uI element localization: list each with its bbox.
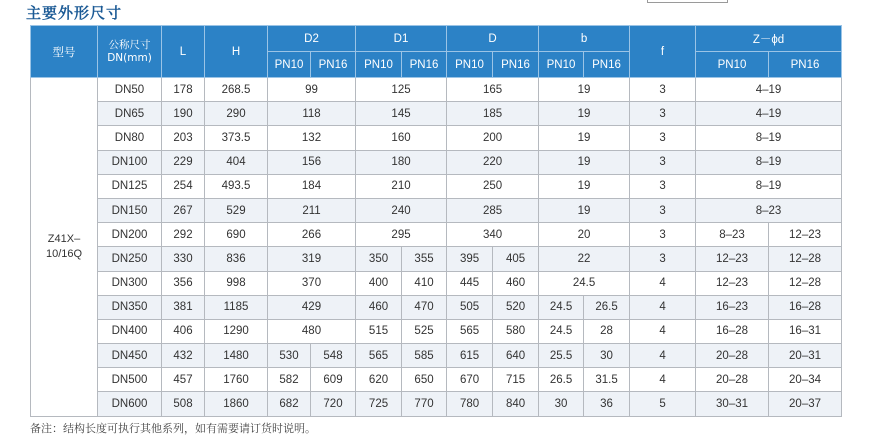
cell-dn: DN65 bbox=[98, 102, 162, 126]
table-row bbox=[31, 223, 842, 247]
header-bolt-holes-pn16: PN16 bbox=[769, 52, 842, 78]
cell-dn: DN250 bbox=[98, 247, 162, 271]
table-row bbox=[31, 392, 842, 416]
cell-d: 250 bbox=[447, 174, 539, 198]
cell-d1: 125 bbox=[356, 78, 447, 102]
header-d2-pn10: PN10 bbox=[268, 52, 311, 78]
cell-b: 22 bbox=[539, 247, 630, 271]
cell-l: 292 bbox=[162, 223, 205, 247]
cell-d1-pn16: 650 bbox=[402, 368, 447, 392]
cell-bolt-holes: 8–19 bbox=[696, 126, 842, 150]
cell-b-pn10: 25.5 bbox=[539, 344, 584, 368]
cell-f: 3 bbox=[630, 223, 696, 247]
cell-d-pn10: 565 bbox=[447, 319, 493, 343]
header-l: L bbox=[162, 26, 205, 78]
cell-d2: 480 bbox=[268, 319, 356, 343]
cell-d1-pn16: 585 bbox=[402, 344, 447, 368]
cell-bolt-holes: 8–23 bbox=[696, 198, 842, 222]
cell-d1-pn10: 565 bbox=[356, 344, 402, 368]
cell-f: 3 bbox=[630, 102, 696, 126]
cell-d1-pn10: 400 bbox=[356, 271, 402, 295]
cell-d1-pn16: 470 bbox=[402, 295, 447, 319]
cell-d1: 210 bbox=[356, 174, 447, 198]
header-nominal-size bbox=[98, 26, 162, 78]
table-row bbox=[31, 126, 842, 150]
cell-d-pn10: 395 bbox=[447, 247, 493, 271]
cell-d-pn16: 405 bbox=[493, 247, 539, 271]
cell-d1-pn10: 515 bbox=[356, 319, 402, 343]
model-line2: 10/16Q bbox=[45, 247, 83, 260]
header-f: f bbox=[630, 26, 696, 78]
cell-bolt-holes-pn10: 16–28 bbox=[696, 319, 769, 343]
header-nominal-size-line1: 公称尺寸 bbox=[108, 38, 151, 51]
cell-d-pn10: 670 bbox=[447, 368, 493, 392]
cell-dn: DN300 bbox=[98, 271, 162, 295]
cell-f: 4 bbox=[630, 271, 696, 295]
header-d2-pn16: PN16 bbox=[311, 52, 356, 78]
cell-d: 285 bbox=[447, 198, 539, 222]
cell-b-pn16: 26.5 bbox=[584, 295, 630, 319]
cell-d2: 319 bbox=[268, 247, 356, 271]
cell-f: 4 bbox=[630, 368, 696, 392]
cell-d2: 156 bbox=[268, 150, 356, 174]
cell-f: 4 bbox=[630, 295, 696, 319]
cell-b-pn16: 31.5 bbox=[584, 368, 630, 392]
cell-h: 373.5 bbox=[205, 126, 268, 150]
cell-d1-pn16: 410 bbox=[402, 271, 447, 295]
cell-d2-pn10: 582 bbox=[268, 368, 311, 392]
cell-d2: 266 bbox=[268, 223, 356, 247]
cell-bolt-holes-pn10: 12–23 bbox=[696, 271, 769, 295]
cell-b: 19 bbox=[539, 126, 630, 150]
header-d-pn10: PN10 bbox=[447, 52, 493, 78]
header-b: b bbox=[539, 26, 630, 52]
cell-bolt-holes-pn16: 20–34 bbox=[769, 368, 842, 392]
cell-dn: DN400 bbox=[98, 319, 162, 343]
header-bolt-holes: Z－ϕd bbox=[696, 26, 842, 52]
cell-l: 381 bbox=[162, 295, 205, 319]
model-cell bbox=[31, 78, 98, 417]
cell-bolt-holes: 8–19 bbox=[696, 150, 842, 174]
cell-b: 24.5 bbox=[539, 271, 630, 295]
dimensions-table bbox=[30, 25, 842, 417]
page-title: 主要外形尺寸 bbox=[26, 4, 123, 22]
header-d-pn16: PN16 bbox=[493, 52, 539, 78]
cell-d2-pn10: 530 bbox=[268, 344, 311, 368]
cell-bolt-holes-pn16: 20–31 bbox=[769, 344, 842, 368]
cell-d2: 99 bbox=[268, 78, 356, 102]
cell-d-pn10: 445 bbox=[447, 271, 493, 295]
cell-l: 190 bbox=[162, 102, 205, 126]
cell-d-pn16: 580 bbox=[493, 319, 539, 343]
cell-dn: DN50 bbox=[98, 78, 162, 102]
cell-l: 508 bbox=[162, 392, 205, 416]
table-row bbox=[31, 78, 842, 102]
cell-d-pn16: 640 bbox=[493, 344, 539, 368]
cell-d-pn16: 460 bbox=[493, 271, 539, 295]
cell-d1: 180 bbox=[356, 150, 447, 174]
cell-f: 3 bbox=[630, 198, 696, 222]
cell-b-pn10: 24.5 bbox=[539, 295, 584, 319]
cell-b: 20 bbox=[539, 223, 630, 247]
cell-bolt-holes: 4–19 bbox=[696, 78, 842, 102]
cell-h: 690 bbox=[205, 223, 268, 247]
cell-f: 4 bbox=[630, 344, 696, 368]
cell-bolt-holes-pn10: 30–31 bbox=[696, 392, 769, 416]
cell-b: 19 bbox=[539, 174, 630, 198]
cell-d2-pn16: 609 bbox=[311, 368, 356, 392]
cell-b-pn16: 36 bbox=[584, 392, 630, 416]
corner-bracket bbox=[647, 0, 728, 3]
cell-dn: DN100 bbox=[98, 150, 162, 174]
cell-b-pn10: 30 bbox=[539, 392, 584, 416]
cell-dn: DN600 bbox=[98, 392, 162, 416]
cell-d2: 370 bbox=[268, 271, 356, 295]
cell-b: 19 bbox=[539, 78, 630, 102]
cell-h: 1480 bbox=[205, 344, 268, 368]
cell-d-pn16: 715 bbox=[493, 368, 539, 392]
cell-d1-pn16: 525 bbox=[402, 319, 447, 343]
header-d2: D2 bbox=[268, 26, 356, 52]
cell-d: 200 bbox=[447, 126, 539, 150]
header-bolt-holes-pn10: PN10 bbox=[696, 52, 769, 78]
cell-f: 3 bbox=[630, 247, 696, 271]
cell-d2: 118 bbox=[268, 102, 356, 126]
cell-d-pn10: 615 bbox=[447, 344, 493, 368]
table-row bbox=[31, 344, 842, 368]
cell-dn: DN350 bbox=[98, 295, 162, 319]
cell-d1: 240 bbox=[356, 198, 447, 222]
cell-d: 165 bbox=[447, 78, 539, 102]
cell-d2-pn16: 548 bbox=[311, 344, 356, 368]
cell-l: 457 bbox=[162, 368, 205, 392]
table-row bbox=[31, 271, 842, 295]
cell-l: 267 bbox=[162, 198, 205, 222]
cell-d2-pn10: 682 bbox=[268, 392, 311, 416]
cell-f: 3 bbox=[630, 150, 696, 174]
cell-h: 1290 bbox=[205, 319, 268, 343]
cell-d-pn16: 520 bbox=[493, 295, 539, 319]
header-nominal-size-line2: DN(mm) bbox=[107, 51, 152, 64]
cell-b: 19 bbox=[539, 150, 630, 174]
cell-b-pn10: 24.5 bbox=[539, 319, 584, 343]
cell-bolt-holes-pn10: 16–23 bbox=[696, 295, 769, 319]
cell-h: 998 bbox=[205, 271, 268, 295]
cell-d1-pn16: 770 bbox=[402, 392, 447, 416]
cell-bolt-holes-pn10: 20–28 bbox=[696, 368, 769, 392]
table-row bbox=[31, 295, 842, 319]
cell-bolt-holes-pn16: 20–37 bbox=[769, 392, 842, 416]
cell-dn: DN80 bbox=[98, 126, 162, 150]
header-h: H bbox=[205, 26, 268, 78]
table-row bbox=[31, 198, 842, 222]
cell-d2-pn16: 720 bbox=[311, 392, 356, 416]
header-d: D bbox=[447, 26, 539, 52]
cell-l: 356 bbox=[162, 271, 205, 295]
table-row bbox=[31, 368, 842, 392]
header-b-pn10: PN10 bbox=[539, 52, 584, 78]
cell-d1-pn10: 350 bbox=[356, 247, 402, 271]
header-b-pn16: PN16 bbox=[584, 52, 630, 78]
cell-dn: DN125 bbox=[98, 174, 162, 198]
cell-bolt-holes-pn16: 16–28 bbox=[769, 295, 842, 319]
cell-l: 254 bbox=[162, 174, 205, 198]
cell-l: 330 bbox=[162, 247, 205, 271]
cell-f: 3 bbox=[630, 126, 696, 150]
cell-bolt-holes-pn10: 20–28 bbox=[696, 344, 769, 368]
cell-l: 203 bbox=[162, 126, 205, 150]
cell-d1-pn10: 460 bbox=[356, 295, 402, 319]
cell-l: 432 bbox=[162, 344, 205, 368]
cell-dn: DN150 bbox=[98, 198, 162, 222]
cell-d2: 132 bbox=[268, 126, 356, 150]
table-row bbox=[31, 102, 842, 126]
cell-d1-pn16: 355 bbox=[402, 247, 447, 271]
table-row bbox=[31, 319, 842, 343]
model-line1: Z41X– bbox=[47, 232, 81, 245]
cell-dn: DN200 bbox=[98, 223, 162, 247]
table-row bbox=[31, 150, 842, 174]
cell-h: 404 bbox=[205, 150, 268, 174]
table-header bbox=[31, 26, 842, 78]
header-d1: D1 bbox=[356, 26, 447, 52]
cell-f: 3 bbox=[630, 78, 696, 102]
cell-bolt-holes: 4–19 bbox=[696, 102, 842, 126]
cell-b-pn10: 26.5 bbox=[539, 368, 584, 392]
cell-dn: DN500 bbox=[98, 368, 162, 392]
cell-h: 1185 bbox=[205, 295, 268, 319]
cell-bolt-holes-pn10: 8–23 bbox=[696, 223, 769, 247]
cell-h: 1860 bbox=[205, 392, 268, 416]
cell-bolt-holes-pn16: 12–23 bbox=[769, 223, 842, 247]
cell-b: 19 bbox=[539, 198, 630, 222]
cell-b: 19 bbox=[539, 102, 630, 126]
cell-bolt-holes-pn16: 16–31 bbox=[769, 319, 842, 343]
cell-b-pn16: 30 bbox=[584, 344, 630, 368]
header-d1-pn16: PN16 bbox=[402, 52, 447, 78]
header-d1-pn10: PN10 bbox=[356, 52, 402, 78]
table-row bbox=[31, 174, 842, 198]
cell-d2: 429 bbox=[268, 295, 356, 319]
cell-bolt-holes: 8–19 bbox=[696, 174, 842, 198]
cell-h: 290 bbox=[205, 102, 268, 126]
cell-d2: 184 bbox=[268, 174, 356, 198]
cell-dn: DN450 bbox=[98, 344, 162, 368]
cell-d1-pn10: 725 bbox=[356, 392, 402, 416]
cell-h: 493.5 bbox=[205, 174, 268, 198]
cell-d-pn16: 840 bbox=[493, 392, 539, 416]
table-row bbox=[31, 247, 842, 271]
cell-d-pn10: 505 bbox=[447, 295, 493, 319]
cell-f: 4 bbox=[630, 319, 696, 343]
cell-d: 220 bbox=[447, 150, 539, 174]
cell-d1: 295 bbox=[356, 223, 447, 247]
cell-d: 185 bbox=[447, 102, 539, 126]
cell-d-pn10: 780 bbox=[447, 392, 493, 416]
cell-d1: 160 bbox=[356, 126, 447, 150]
cell-l: 178 bbox=[162, 78, 205, 102]
table-body bbox=[31, 78, 842, 417]
cell-bolt-holes-pn16: 12–28 bbox=[769, 247, 842, 271]
cell-h: 268.5 bbox=[205, 78, 268, 102]
cell-d1: 145 bbox=[356, 102, 447, 126]
cell-b-pn16: 28 bbox=[584, 319, 630, 343]
cell-bolt-holes-pn16: 12–28 bbox=[769, 271, 842, 295]
cell-h: 836 bbox=[205, 247, 268, 271]
cell-d1-pn10: 620 bbox=[356, 368, 402, 392]
header-model: 型号 bbox=[31, 26, 98, 78]
footnote: 备注：结构长度可执行其他系列，如有需要请订货时说明。 bbox=[30, 422, 316, 435]
cell-f: 3 bbox=[630, 174, 696, 198]
cell-h: 529 bbox=[205, 198, 268, 222]
cell-h: 1760 bbox=[205, 368, 268, 392]
cell-d2: 211 bbox=[268, 198, 356, 222]
cell-bolt-holes-pn10: 12–23 bbox=[696, 247, 769, 271]
cell-l: 229 bbox=[162, 150, 205, 174]
cell-d: 340 bbox=[447, 223, 539, 247]
cell-l: 406 bbox=[162, 319, 205, 343]
cell-f: 5 bbox=[630, 392, 696, 416]
